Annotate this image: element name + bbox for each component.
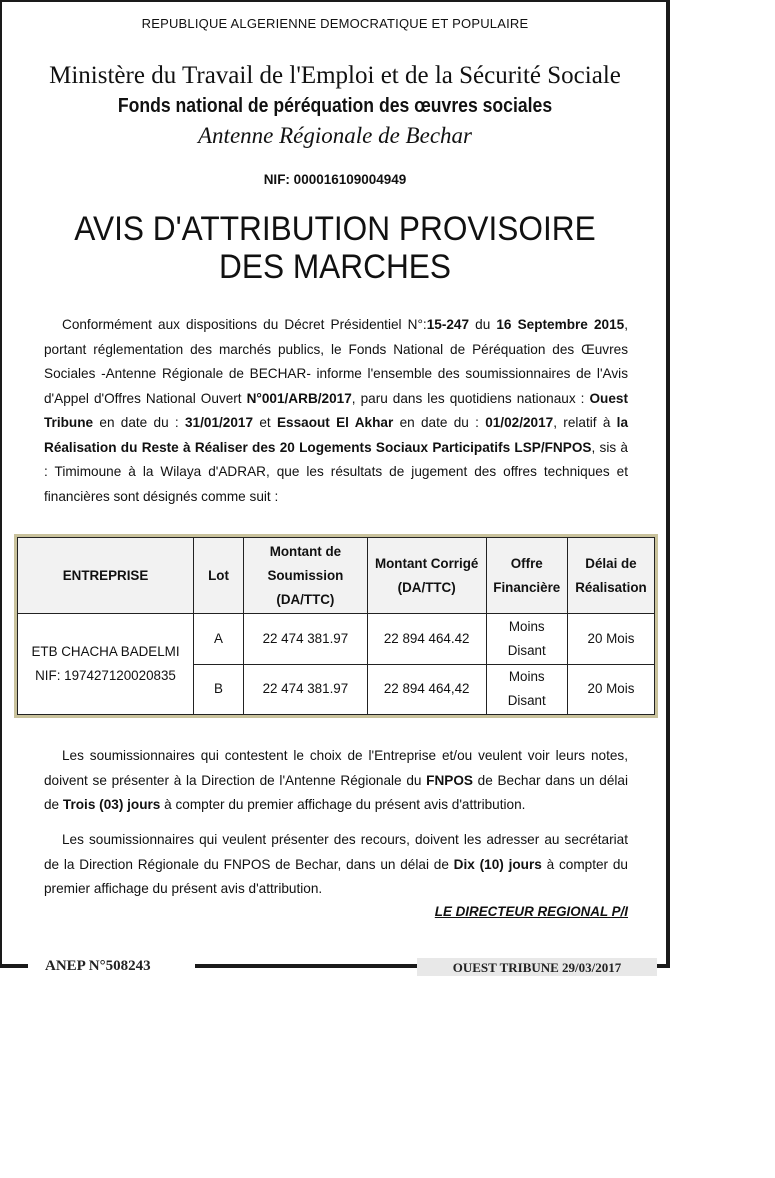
table-header-row <box>18 538 655 614</box>
publication-source: OUEST TRIBUNE 29/03/2017 <box>417 958 657 976</box>
nif-number: NIF: 000016109004949 <box>263 172 407 187</box>
anep-number: ANEP N°508243 <box>45 958 151 974</box>
header-entreprise: ENTREPRISE <box>18 538 194 614</box>
footer-rule <box>195 964 417 968</box>
header-offre: Offre Financière <box>486 538 567 614</box>
notice-title-line1: AVIS D'ATTRIBUTION PROVISOIRE <box>74 210 596 248</box>
notice-title-line2: DES MARCHES <box>219 248 451 286</box>
corrige-cell: 22 894 464.42 <box>367 614 486 665</box>
antenne-heading: Antenne Régionale de Bechar <box>198 123 472 148</box>
header-delai: Délai de Réalisation <box>567 538 654 614</box>
republic-heading: REPUBLIQUE ALGERIENNE DEMOCRATIQUE ET POPULAIRE <box>141 16 529 31</box>
corrige-cell: 22 894 464,42 <box>367 664 486 715</box>
montant-cell: 22 474 381.97 <box>244 664 368 715</box>
intro-paragraph: Conformément aux dispositions du Décret Présidentiel N°:15-247 du 16 Septembre 2015, portant réglementation des marchés publics, le Fonds National de Péréquation des Œuvres Sociales -Antenne Régionale de BECHAR- informe l'ensemble des soumissionnaires de l'Avis d'Appel d'Offres National Ouvert N°001/ARB/2017, paru dans les quotidiens nationaux : Ouest Tribune en date du : 31/01/2017 et Essaout El Akhar en date du : 01/02/2017, relatif à la Réalisation du Reste à Réaliser des 20 Logements Sociaux Participatifs LSP/FNPOS, sis à : Timimoune à la Wilaya d'ADRAR, que les résultats de jugement des offres techniques et financières sont désignés comme suit : <box>44 317 629 504</box>
contest-paragraph: Les soumissionnaires qui contestent le choix de l'Entreprise et/ou veulent voir leurs notes, doivent se présenter à la Direction de l'Antenne Régionale du FNPOS de Bechar dans un délai de Trois (03) jours à compter du premier affichage du présent avis d'attribution. <box>44 748 628 812</box>
header-montant-corrige: Montant Corrigé (DA/TTC) <box>367 538 486 614</box>
recours-paragraph: Les soumissionnaires qui veulent présenter des recours, doivent les adresser au secrétariat de la Direction Régionale du FNPOS de Bechar, dans un délai de Dix (10) jours à compter du premier affichage du présent avis d'attribution. <box>44 832 628 896</box>
results-table <box>17 537 655 715</box>
table-row <box>18 614 655 665</box>
entreprise-cell: ETB CHACHA BADELMI NIF: 197427120020835 <box>18 614 194 715</box>
offre-cell: Moins Disant <box>486 664 567 715</box>
results-table-wrapper <box>14 534 658 718</box>
ministry-heading: Ministère du Travail de l'Emploi et de la Sécurité Sociale <box>49 62 621 89</box>
notice-title <box>23 210 646 286</box>
montant-cell: 22 474 381.97 <box>244 614 368 665</box>
footer-rule <box>0 964 28 968</box>
footer-rule <box>657 964 670 968</box>
fonds-heading: Fonds national de péréquation des œuvres sociales <box>117 95 553 117</box>
offre-cell: Moins Disant <box>486 614 567 665</box>
header-lot: Lot <box>194 538 244 614</box>
lot-cell: A <box>194 614 244 665</box>
delai-cell: 20 Mois <box>567 614 654 665</box>
lot-cell: B <box>194 664 244 715</box>
director-signature: LE DIRECTEUR REGIONAL P/I <box>434 904 628 919</box>
delai-cell: 20 Mois <box>567 664 654 715</box>
header-montant: Montant de Soumission (DA/TTC) <box>244 538 368 614</box>
